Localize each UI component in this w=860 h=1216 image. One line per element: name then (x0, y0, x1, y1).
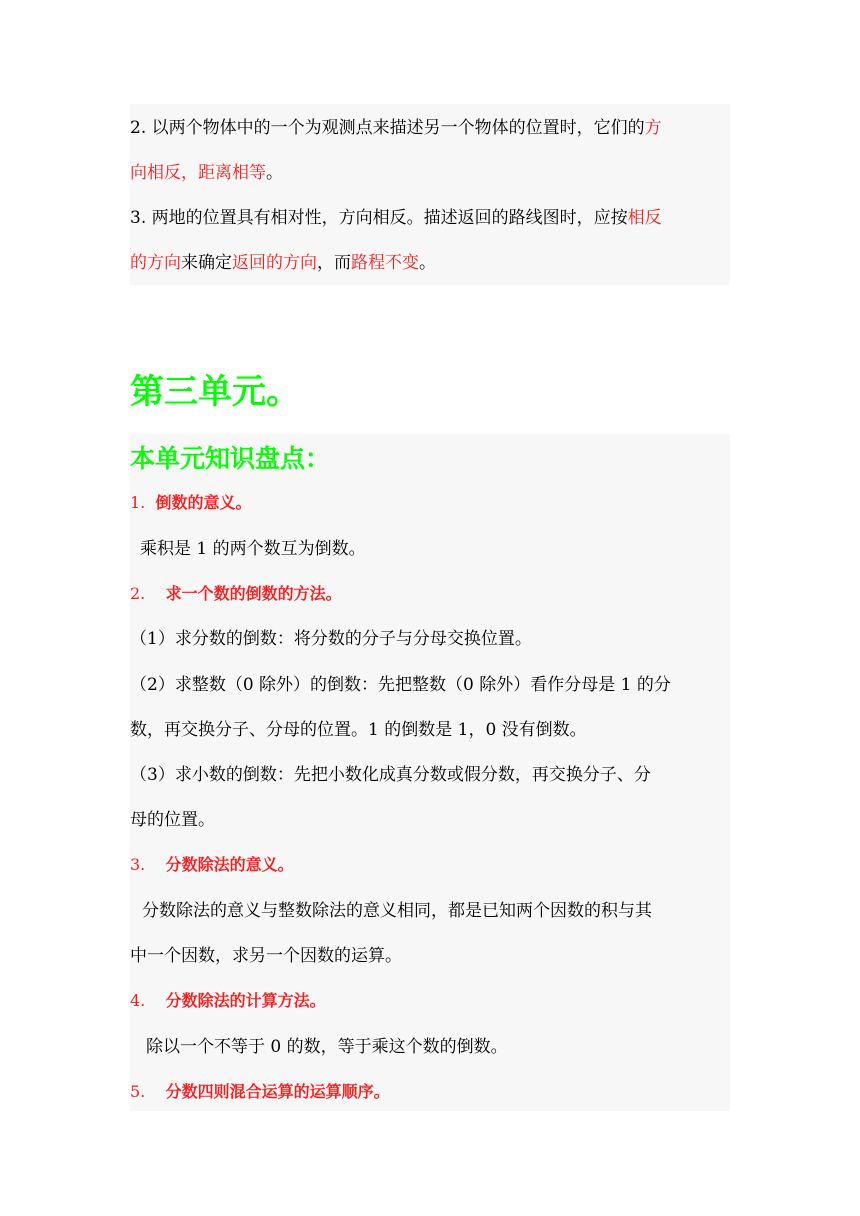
highlight-text: 相反 (627, 208, 662, 228)
body-line: （1）求分数的倒数：将分数的分子与分母交换位置。 (130, 629, 532, 649)
item-number: 2. (130, 584, 146, 603)
paragraph-3-line-2 (130, 252, 730, 274)
item-title: 分数四则混合运算的运算顺序。 (165, 1082, 390, 1101)
paragraph-2-line-2 (130, 162, 730, 184)
highlight-text: 向相反，距离相等 (130, 163, 266, 183)
item-heading-3 (130, 854, 294, 876)
highlight-text: 返回的方向 (232, 253, 317, 273)
summary-title: 本单元知识盘点： (130, 444, 331, 473)
text: 2. 以两个物体中的一个为观测点来描述另一个物体的位置时，它们的 (130, 118, 645, 138)
item-number: 5. (130, 1082, 146, 1101)
item-title: 倒数的意义。 (155, 493, 252, 512)
body-line: （3）求小数的倒数：先把小数化成真分数或假分数，再交换分子、分 (130, 765, 651, 785)
highlight-text: 路程不变 (351, 253, 419, 273)
body-line: 分数除法的意义与整数除法的意义相同，都是已知两个因数的积与其 (142, 901, 652, 921)
highlight-text: 方 (644, 118, 662, 138)
body-line: 数，再交换分子、分母的位置。1 的倒数是 1，0 没有倒数。 (130, 720, 587, 740)
unit-title: 第三单元。 (130, 372, 300, 412)
text: 3. 两地的位置具有相对性，方向相反。描述返回的路线图时，应按 (130, 208, 628, 228)
body-line: （2）求整数（0 除外）的倒数：先把整数（0 除外）看作分母是 1 的分 (130, 675, 671, 695)
item-heading-2 (130, 583, 342, 605)
item-number: 4. (130, 991, 146, 1010)
text: 。 (419, 253, 436, 273)
paragraph-2-line-1 (130, 117, 730, 139)
item-heading-5 (130, 1081, 390, 1103)
body-line: 母的位置。 (130, 810, 215, 830)
item-number: 3. (130, 855, 146, 874)
item-title: 分数除法的计算方法。 (165, 991, 326, 1010)
text: ，而 (317, 253, 351, 273)
highlight-text: 的方向 (130, 253, 181, 273)
paragraph-3-line-1 (130, 207, 730, 229)
item-heading-4 (130, 990, 326, 1012)
text: 来确定 (181, 253, 232, 273)
item-heading-1 (130, 492, 251, 514)
item-title: 分数除法的意义。 (165, 855, 294, 874)
body-line: 乘积是 1 的两个数互为倒数。 (140, 539, 366, 559)
item-title: 求一个数的倒数的方法。 (165, 584, 342, 603)
body-line: 中一个因数，求另一个因数的运算。 (130, 946, 402, 966)
body-line: 除以一个不等于 0 的数，等于乘这个数的倒数。 (146, 1037, 508, 1057)
item-number: 1. (130, 493, 146, 512)
text: 。 (266, 163, 283, 183)
